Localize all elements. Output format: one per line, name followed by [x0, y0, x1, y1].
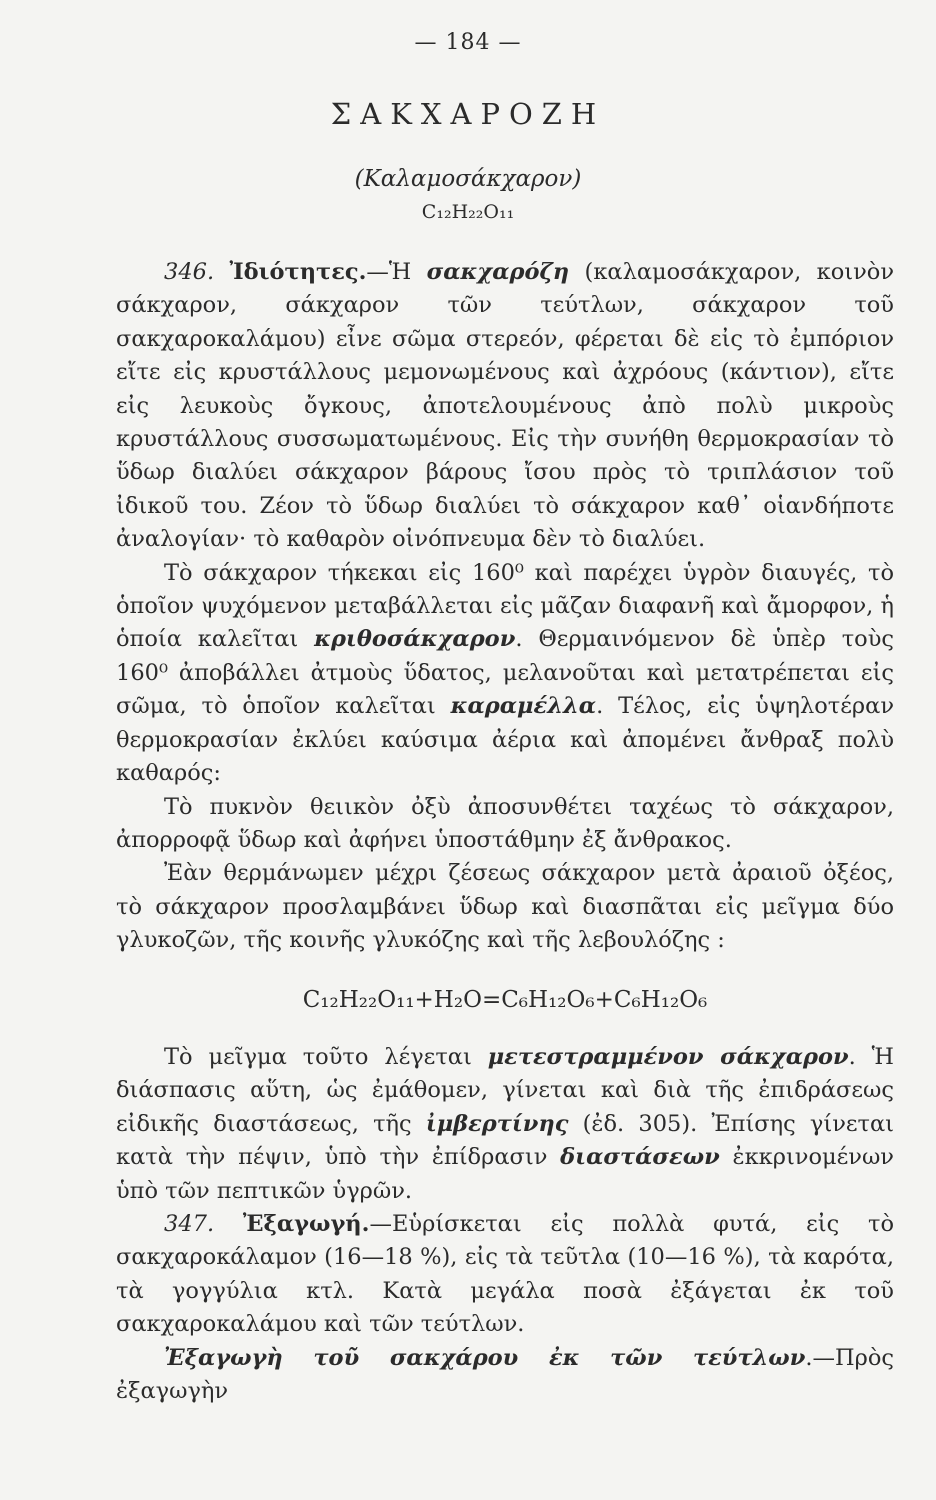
chapter-title: ΣΑΚΧΑΡΟΖΗ	[330, 97, 606, 131]
text-run: .—Πρὸς ἐξαγωγὴν	[116, 1344, 894, 1404]
text-run: Τὸ μεῖγμα τοῦτο λέγεται	[164, 1043, 488, 1070]
text-run: ἐκκρινομένων ὑπὸ τῶν πεπτικῶν ὑγρῶν.	[116, 1144, 894, 1204]
paragraph-beet-extraction	[116, 1342, 894, 1409]
term-barley-sugar: κριθοσάκχαρον	[314, 626, 516, 653]
paragraph-melting	[116, 557, 894, 791]
text-run: —Ἡ	[366, 259, 427, 285]
page-number: — 184 —	[414, 30, 522, 55]
section-heading-extraction: Ἐξαγωγή.	[242, 1210, 370, 1237]
term-enzymes: διαστάσεων	[560, 1144, 720, 1171]
term-sucrose: σακχαρόζη	[426, 259, 570, 285]
paragraph-sulfuric-acid: Τὸ πυκνὸν θειικὸν ὀξὺ ἀποσυνθέτει ταχέως τὸ σάκχαρον, ἀπορροφᾷ ὕδωρ καὶ ἀφήνει ὑποστάθμην ἐξ ἄνθρακος.	[116, 793, 894, 853]
paragraph-346-properties	[116, 256, 894, 557]
chemical-formula: C₁₂H₂₂O₁₁	[421, 201, 515, 223]
text-run: —Εὑρίσκεται εἰς πολλὰ φυτά, εἰς τὸ σακχαροκάλαμον (16—18 %), εἰς τὰ τεῦτλα (10—16 %), τὰ καρότα, τὰ γογγύλια κτλ. Κατὰ μεγάλα ποσὰ ἐξάγεται ἐκ τοῦ σακχαροκαλάμου καὶ τῶν τεύτλων.	[116, 1210, 894, 1338]
term-invert-sugar: μετεστραμμένον σάκχαρον	[487, 1043, 849, 1070]
paragraph-347-extraction	[116, 1208, 894, 1342]
section-number-347: 347.	[164, 1210, 215, 1237]
term-invertase: ἰμβερτίνης	[425, 1110, 569, 1137]
chapter-subtitle: (Καλαμοσάκχαρον)	[354, 166, 582, 192]
text-run: (ἐδ. 305). Ἐπίσης γίνεται κατὰ τὴν πέψιν, ὑπὸ τὴν ἐπίδρασιν	[116, 1110, 894, 1171]
hydrolysis-equation: C₁₂H₂₂O₁₁+H₂O=C₆H₁₂O₆+C₆H₁₂O₆	[302, 986, 708, 1013]
text-run: (καλαμοσάκχαρον, κοινὸν σάκχαρον, σάκχαρον τῶν τεύτλων, σάκχαρον τοῦ σακχαροκαλάμου) εἶνε σῶμα στερεόν, φέρεται δὲ εἰς τὸ ἐμπόριον εἴτε εἰς κρυστάλλους μεμονωμένους καὶ ἀχρόους (κάντιον), εἴτε εἰς λευκοὺς ὄγκους, ἀποτελουμένους ἀπὸ πολὺ μικροὺς κρυστάλλους συσσωματωμένους. Εἰς τὴν συνήθη θερμοκρασίαν τὸ ὕδωρ διαλύει σάκχαρον βάρους ἴσου πρὸς τὸ τριπλάσιον τοῦ ἰδικοῦ του. Ζέον τὸ ὕδωρ διαλύει τὸ σάκχαρον καθ᾽ οἱανδήποτε ἀναλογίαν· τὸ καθαρὸν οἰνόπνευμα δὲν τὸ διαλύει.	[116, 259, 894, 553]
text-run: . Θερμαινόμενον δὲ ὑπὲρ τοὺς 160⁰ ἀποβάλλει ἀτμοὺς ὕδατος, μελανοῦται καὶ μετατρέπεται εἰς σῶμα, τὸ ὁποῖον καλεῖται	[116, 626, 894, 720]
section-number-346: 346.	[164, 259, 215, 285]
subheading-beet-extraction: Ἐξαγωγὴ τοῦ σακχάρου ἐκ τῶν τεύτλων	[164, 1344, 806, 1371]
body-text	[116, 256, 894, 1408]
section-heading-properties: Ἰδιότητες.	[229, 259, 367, 285]
text-run: Τὸ σάκχαρον τήκεκαι εἰς 160⁰ καὶ παρέχει ὑγρὸν διαυγές, τὸ ὁποῖον ψυχόμενον μεταβάλλεται εἰς μᾶζαν διαφανῆ καὶ ἄμορφον, ἡ ὁποία καλεῖται	[116, 559, 894, 653]
paragraph-invert-sugar	[116, 1041, 894, 1208]
paragraph-hydrolysis: Ἐὰν θερμάνωμεν μέχρι ζέσεως σάκχαρον μετὰ ἀραιοῦ ὀξέος, τὸ σάκχαρον προσλαμβάνει ὕδωρ καὶ διασπᾶται εἰς μεῖγμα δύο γλυκοζῶν, τῆς κοινῆς γλυκόζης καὶ τῆς λεβουλόζης :	[116, 860, 894, 954]
text-run: . Ἡ διάσπασις αὕτη, ὡς ἐμάθομεν, γίνεται καὶ διὰ τῆς ἐπιδράσεως εἰδικῆς διαστάσεως, τῆς	[116, 1043, 894, 1137]
text-run: . Τέλος, εἰς ὑψηλοτέραν θερμοκρασίαν ἐκλύει καύσιμα ἀέρια καὶ ἀπομένει ἄνθραξ πολὺ καθαρός:	[116, 693, 894, 787]
term-caramel: καραμέλλα	[450, 693, 597, 720]
